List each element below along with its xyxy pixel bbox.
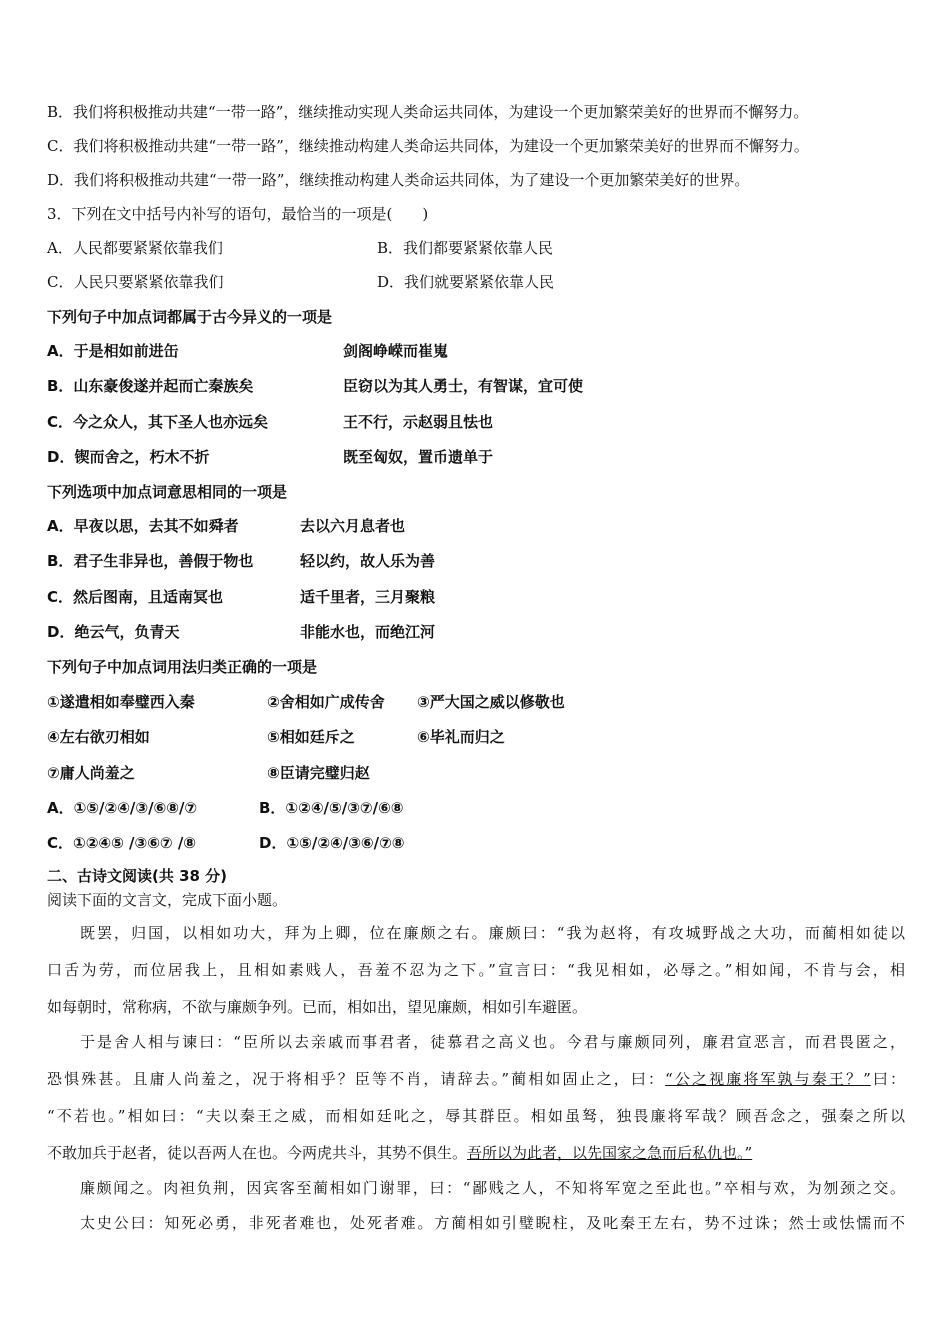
q5-option-c-right: 适千里者，三月聚粮: [300, 588, 436, 606]
passage-line: 如每朝时，常称病，不欲与廉颇争列。已而，相如出，望见廉颇，相如引车避匿。: [47, 998, 588, 1016]
q5-option-b[interactable]: B．君子生非异也，善假于物也: [47, 552, 254, 570]
q6-option-c[interactable]: C．①②④⑤ /③⑥⑦ /⑧: [47, 834, 197, 852]
passage-text: 曰：: [870, 1070, 905, 1088]
q6-item-4: ④左右欲刃相如: [47, 728, 150, 746]
q6-item-8: ⑧臣请完璧归赵: [267, 764, 370, 782]
q3-option-b[interactable]: B．我们都要紧紧依靠人民: [377, 239, 554, 257]
q3-option-c[interactable]: C．人民只要紧紧依靠我们: [47, 273, 224, 291]
passage-text: 恐惧殊甚。且庸人尚羞之，况于将相乎？臣等不肖，请辞去。”蔺相如固止之，曰：: [47, 1070, 666, 1088]
q6-item-3: ③严大国之威以修敬也: [417, 693, 565, 711]
q5-option-a-right: 去以六月息者也: [300, 517, 406, 535]
section-instruction: 阅读下面的文言文，完成下面小题。: [47, 891, 288, 909]
passage-line: 口舌为劳，而位居我上，且相如素贱人，吾羞不忍为之下。”宣言曰：“我见相如，必辱之。”相如闻，不肯与会，相: [47, 961, 905, 979]
q6-option-b[interactable]: B．①②④/⑤/③⑦/⑥⑧: [259, 799, 404, 817]
q6-item-2: ②舍相如广成传舍: [267, 693, 385, 711]
q5-stem: 下列选项中加点词意思相同的一项是: [47, 483, 288, 501]
q2-option-d[interactable]: D．我们将积极推动共建“一带一路”，继续推动构建人类命运共同体，为了建设一个更加繁荣美好的世界。: [47, 171, 750, 189]
q5-option-b-right: 轻以约，故人乐为善: [300, 552, 436, 570]
passage-text: 不敢加兵于赵者，徒以吾两人在也。今两虎共斗，其势不俱生。: [47, 1144, 468, 1162]
q5-option-d-right: 非能水也，而绝江河: [300, 623, 436, 641]
underlined-question: “公之视廉将军孰与秦王？”: [665, 1070, 871, 1088]
passage-line: 太史公曰：知死必勇，非死者难也，处死者难。方蔺相如引璧睨柱，及叱秦王左右，势不过诛；然士或怯懦而不: [80, 1214, 905, 1232]
passage-line: [47, 1061, 905, 1098]
q4-option-c-right: 王不行，示赵弱且怯也: [343, 413, 494, 431]
q6-item-6: ⑥毕礼而归之: [417, 728, 505, 746]
q4-option-a-right: 剑阁峥嵘而崔嵬: [343, 342, 449, 360]
q6-item-1: ①遂遣相如奉璧西入秦: [47, 693, 195, 711]
q4-option-b-right: 臣窃以为其人勇士，有智谋，宜可使: [343, 377, 584, 395]
passage-line: [47, 1135, 752, 1172]
q4-option-a[interactable]: A．于是相如前进缶: [47, 342, 179, 360]
q3-option-a[interactable]: A．人民都要紧紧依靠我们: [47, 239, 223, 257]
underlined-sentence: 吾所以为此者，以先国家之急而后私仇也。”: [467, 1144, 753, 1162]
q4-option-c[interactable]: C．今之众人，其下圣人也亦远矣: [47, 413, 269, 431]
q3-stem: 3．下列在文中括号内补写的语句，最恰当的一项是( ): [47, 205, 429, 223]
q5-option-c[interactable]: C．然后图南，且适南冥也: [47, 588, 224, 606]
passage-line: 既罢，归国，以相如功大，拜为上卿，位在廉颇之右。廉颇曰：“我为赵将，有攻城野战之大功，而蔺相如徒以: [80, 924, 905, 942]
q3-option-d[interactable]: D．我们就要紧紧依靠人民: [377, 273, 555, 291]
q6-option-a[interactable]: A．①⑤/②④/③/⑥⑧/⑦: [47, 799, 198, 817]
q2-option-c[interactable]: C．我们将积极推动共建“一带一路”，继续推动构建人类命运共同体，为建设一个更加繁荣美好的世界而不懈努力。: [47, 137, 809, 155]
section-title: 二、古诗文阅读(共 38 分): [47, 867, 228, 885]
q4-option-d[interactable]: D．锲而舍之，朽木不折: [47, 448, 210, 466]
q4-option-b[interactable]: B．山东豪俊遂并起而亡秦族矣: [47, 377, 254, 395]
passage-line: 于是舍人相与谏曰：“臣所以去亲戚而事君者，徒慕君之高义也。今君与廉颇同列，廉君宣恶言，而君畏匿之，: [80, 1033, 905, 1051]
q6-option-d[interactable]: D．①⑤/②④/③⑥/⑦⑧: [259, 834, 405, 852]
q6-stem: 下列句子中加点词用法归类正确的一项是: [47, 658, 318, 676]
q5-option-d[interactable]: D．绝云气，负青天: [47, 623, 180, 641]
q5-option-a[interactable]: A．早夜以思，去其不如舜者: [47, 517, 239, 535]
passage-line: “不若也。”相如曰：“夫以秦王之威，而相如廷叱之，辱其群臣。相如虽驽，独畏廉将军哉？顾吾念之，强秦之所以: [47, 1107, 905, 1125]
passage-line: 廉颇闻之。肉袒负荆，因宾客至蔺相如门谢罪，曰：“鄙贱之人，不知将军宽之至此也。”卒相与欢，为刎颈之交。: [80, 1179, 905, 1197]
q6-item-7: ⑦庸人尚羞之: [47, 764, 135, 782]
q2-option-b[interactable]: B．我们将积极推动共建“一带一路”，继续推动实现人类命运共同体，为建设一个更加繁荣美好的世界而不懈努力。: [47, 103, 809, 121]
q4-stem: 下列句子中加点词都属于古今异义的一项是: [47, 308, 333, 326]
q4-option-d-right: 既至匈奴，置币遗单于: [343, 448, 494, 466]
q6-item-5: ⑤相如廷斥之: [267, 728, 355, 746]
